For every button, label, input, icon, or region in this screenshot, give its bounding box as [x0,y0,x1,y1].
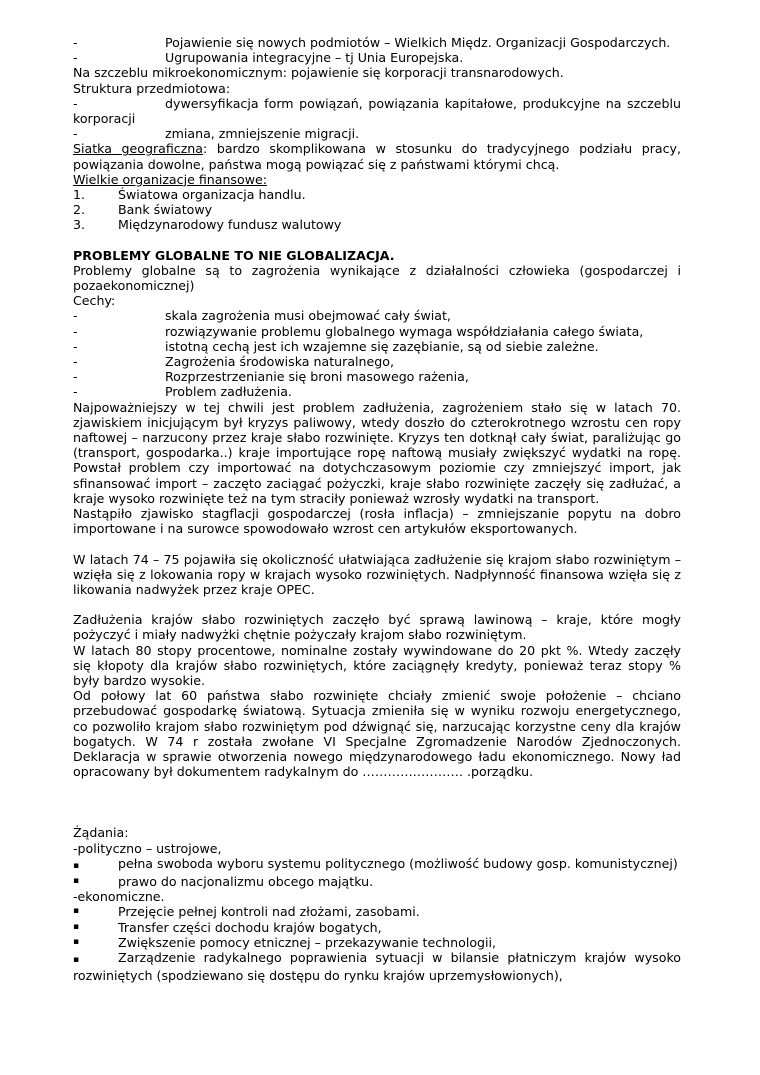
struktura-label: Struktura przedmiotowa: [73,80,231,96]
document-body [73,35,681,983]
square-bullet-icon: ▪ [73,906,80,917]
paragraph: W latach 74 – 75 pojawiła się okoliczność ułatwiająca zadłużenie się krajom słabo rozwiniętym – wzięła się z lokowania ropy w krajach wysoko rozwiniętych. Nadpłynność finansowa wzięła się z likowania nadwyżek przez kraje OPEC. [73,551,681,597]
list-item: - istotną cechą jest ich wzajemne się zazębianie, są od siebie zależne. [73,338,599,354]
dash-marker: - [73,95,78,111]
square-bullet-icon: ▪ [73,954,80,965]
list-item: - zmiana, zmniejszenie migracji. [73,126,360,142]
dash-marker: - [73,126,78,142]
paragraph: Nastąpiło zjawisko stagflacji gospodarczej (rosła inflacja) – zmniejszanie popytu na dobro importowane i na surowce spowodowało wzrost cen artykułów eksportowanych. [73,506,681,537]
numbered-item: 3. Międzynarodowy fundusz walutowy [73,217,342,233]
dash-marker: - [73,50,78,66]
dash-marker: - [73,354,78,370]
dash-marker: - [73,338,78,354]
paragraph: Najpoważniejszy w tej chwili jest problem zadłużenia, zagrożeniem stało się w latach 70. zjawiskiem inicjującym był kryzys paliwowy, wtedy doszło do czterokrotnego wzrostu cen ropy naftowej – narzucony przez kraje słabo rozwinięte. Kryzys ten dotknął cały świat, paraliżując go (transport, gospodarka..) kraje importujące ropę naftową musiały zwiększyć wydatki na ropę. Powstał problem czy importować na dotychczasowym poziomie czy zmniejszyć import, jak sfinansować import – zaczęto zaciągać pożyczki, kraje słabo rozwinięte zaczęły się zadłużać, a kraje wysoko rozwinięte też na tym straciły ponieważ wzrosły wydatki na transport. [73,399,681,506]
micro-line: Na szczeblu mikroekonomicznym: pojawienie się korporacji transnarodowych. [73,65,564,81]
list-item: ▪ Zarządzenie radykalnego poprawienia sytuacji w bilansie płatniczym krajów wysoko rozwiniętych (spodziewano się dostępu do rynku krajów uprzemysłowionych), [73,949,681,984]
paragraph: Od połowy lat 60 państwa słabo rozwinięte chciały zmienić swoje położenie – chciano przebudować gospodarkę światową. Sytuacja zmieniła się w wyniku rozwoju energetycznego, co pozwoliło krajom słabo rozwiniętym pod dźwignąć się, narzucając korzystne ceny dla krajów bogatych. W 74 r została zwołane VI Specjalne Zgromadzenie Narodów Zjednoczonych. Deklaracja w sprawie otworzenia nowego międzynarodowego ładu ekonomicznego. Nowy ład opracowany był dokumentem radykalnym do …………………… .porządku. [73,688,681,780]
list-item: - Problem zadłużenia. [73,384,292,400]
list-item: ▪ prawo do nacjonalizmu obcego majątku. [73,873,374,889]
siatka-term: Siatka geograficzna [73,141,204,157]
list-item: ▪ pełna swoboda wyboru systemu politycznego (możliwość budowy gosp. komunistycznej) [73,856,681,874]
econ-label: -ekonomiczne. [73,889,165,905]
section-title: PROBLEMY GLOBALNE TO NIE GLOBALIZACJA. [73,247,395,263]
numbered-item: 2. Bank światowy [73,202,213,218]
list-item: - Zagrożenia środowiska naturalnego, [73,354,394,370]
list-item: ▪ Zwiększenie pomocy etnicznej – przekazywanie technologii, [73,934,497,950]
paragraph: Zadłużenia krajów słabo rozwiniętych zaczęło być sprawą lawinową – kraje, które mogły pożyczyć i miały nadwyżki chętnie pożyczały krajom słabo rozwiniętym. [73,612,681,643]
square-bullet-icon: ▪ [73,860,80,871]
list-item: - Ugrupowania integracyjne – tj Unia Europejska. [73,50,464,66]
square-bullet-icon: ▪ [73,936,80,947]
list-item: ▪ Przejęcie pełnej kontroli nad złożami, zasobami. [73,904,420,920]
definition-paragraph: Problemy globalne są to zagrożenia wynikające z działalności człowieka (gospodarczej i pozaekonomicznej) [73,262,681,294]
list-item: - Pojawienie się nowych podmiotów – Wielkich Międz. Organizacji Gospodarczych. [73,35,671,50]
list-item: - Rozprzestrzenianie się broni masowego rażenia, [73,369,469,385]
dash-marker: - [73,384,78,400]
dash-marker: - [73,369,78,385]
list-item: - rozwiązywanie problemu globalnego wymaga współdziałania całego świata, [73,323,644,339]
zadania-label: Żądania: [73,825,129,841]
square-bullet-icon: ▪ [73,921,80,932]
dash-marker: - [73,323,78,339]
list-item: - skala zagrożenia musi obejmować cały świat, [73,308,451,324]
square-bullet-icon: ▪ [73,875,80,886]
paragraph: W latach 80 stopy procentowe, nominalne zostały wywindowane do 20 pkt %. Wtedy zaczęły się kłopoty dla krajów słabo rozwiniętych, które zaciągnęły kredyty, ponieważ teraz stopy % były bardzo wysokie. [73,642,681,688]
polit-label: -polityczno – ustrojowe, [73,840,222,856]
list-item: ▪ Transfer części dochodu krajów bogatych, [73,919,382,935]
cechy-label: Cechy: [73,293,116,309]
dash-marker: - [73,308,78,324]
numbered-item: 1. Światowa organizacja handlu. [73,187,306,203]
list-item: - dywersyfikacja form powiązań, powiązania kapitałowe, produkcyjne na szczeblu korporacji [73,95,681,127]
org-heading: Wielkie organizacje finansowe: [73,171,267,187]
dash-marker: - [73,35,78,50]
siatka-paragraph: Siatka geograficzna: bardzo skomplikowana w stosunku do tradycyjnego podziału pracy, powiązania dowolne, państwa mogą powiązać się z państwami którymi chcą. [73,141,681,172]
